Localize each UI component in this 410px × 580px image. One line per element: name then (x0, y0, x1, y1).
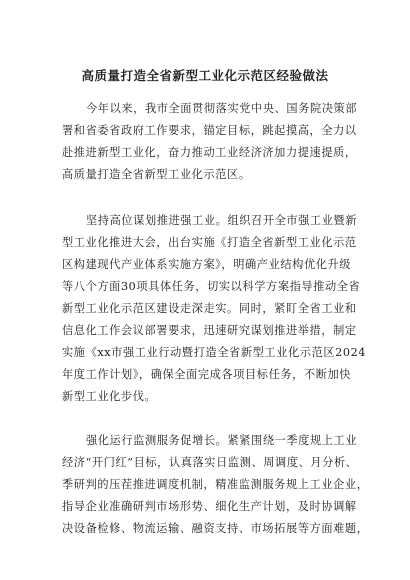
text-line: 新型工业化示范区建设走深走实。同时，紧盯全省工业和 (62, 302, 357, 315)
text-line: 实施《xx市强工业行动暨打造全省新型工业化示范区2024 (62, 346, 367, 359)
text-line: 季研判的压茬推进调度机制，精准监测服务规上工业企业， (62, 478, 369, 491)
text-line: 强化运行监测服务促增长。紧紧围绕一季度规上工业 (86, 434, 358, 447)
text-line: 新型工业化步伐。 (62, 390, 157, 403)
text-line: 高质量打造全省新型工业化示范区。 (62, 168, 251, 181)
text-line: 署和省委省政府工作要求，锚定目标，跳起摸高，全力以 (62, 124, 357, 137)
text-line: 经济“开门红”目标，认真落实日监测、周调度、月分析、 (62, 456, 358, 469)
text-line: 信息化工作会议部署要求，迅速研究谋划推进举措，制定 (62, 324, 357, 337)
text-line: 今年以来，我市全面贯彻落实党中央、国务院决策部 (86, 102, 358, 115)
text-line: 决设备检修、物流运输、融资支持、市场拓展等方面难题， (62, 522, 369, 535)
text-line: 型工业化推进大会，出台实施《打造全省新型工业化示范 (62, 236, 357, 249)
text-line: 等八个方面30项具体任务，切实以科学方案指导推动全省 (62, 280, 361, 293)
paragraph-1 (62, 98, 358, 186)
text-line: 年度工作计划》，确保全面完成各项目标任务，不断加快 (62, 368, 352, 381)
text-line: 赴推进新型工业化，奋力推动工业经济济加力提速提质， (62, 146, 357, 159)
paragraph-3 (62, 430, 369, 540)
paragraph-2 (62, 210, 367, 408)
text-line: 指导企业准确研判市场形势、细化生产计划，及时协调解 (62, 500, 357, 513)
text-line: 坚持高位谋划推进强工业。组织召开全市强工业暨新 (86, 214, 358, 227)
document-title: 高质量打造全省新型工业化示范区经验做法 (81, 68, 329, 83)
text-line: 区构建现代产业体系实施方案》，明确产业结构优化升级 (62, 258, 352, 271)
